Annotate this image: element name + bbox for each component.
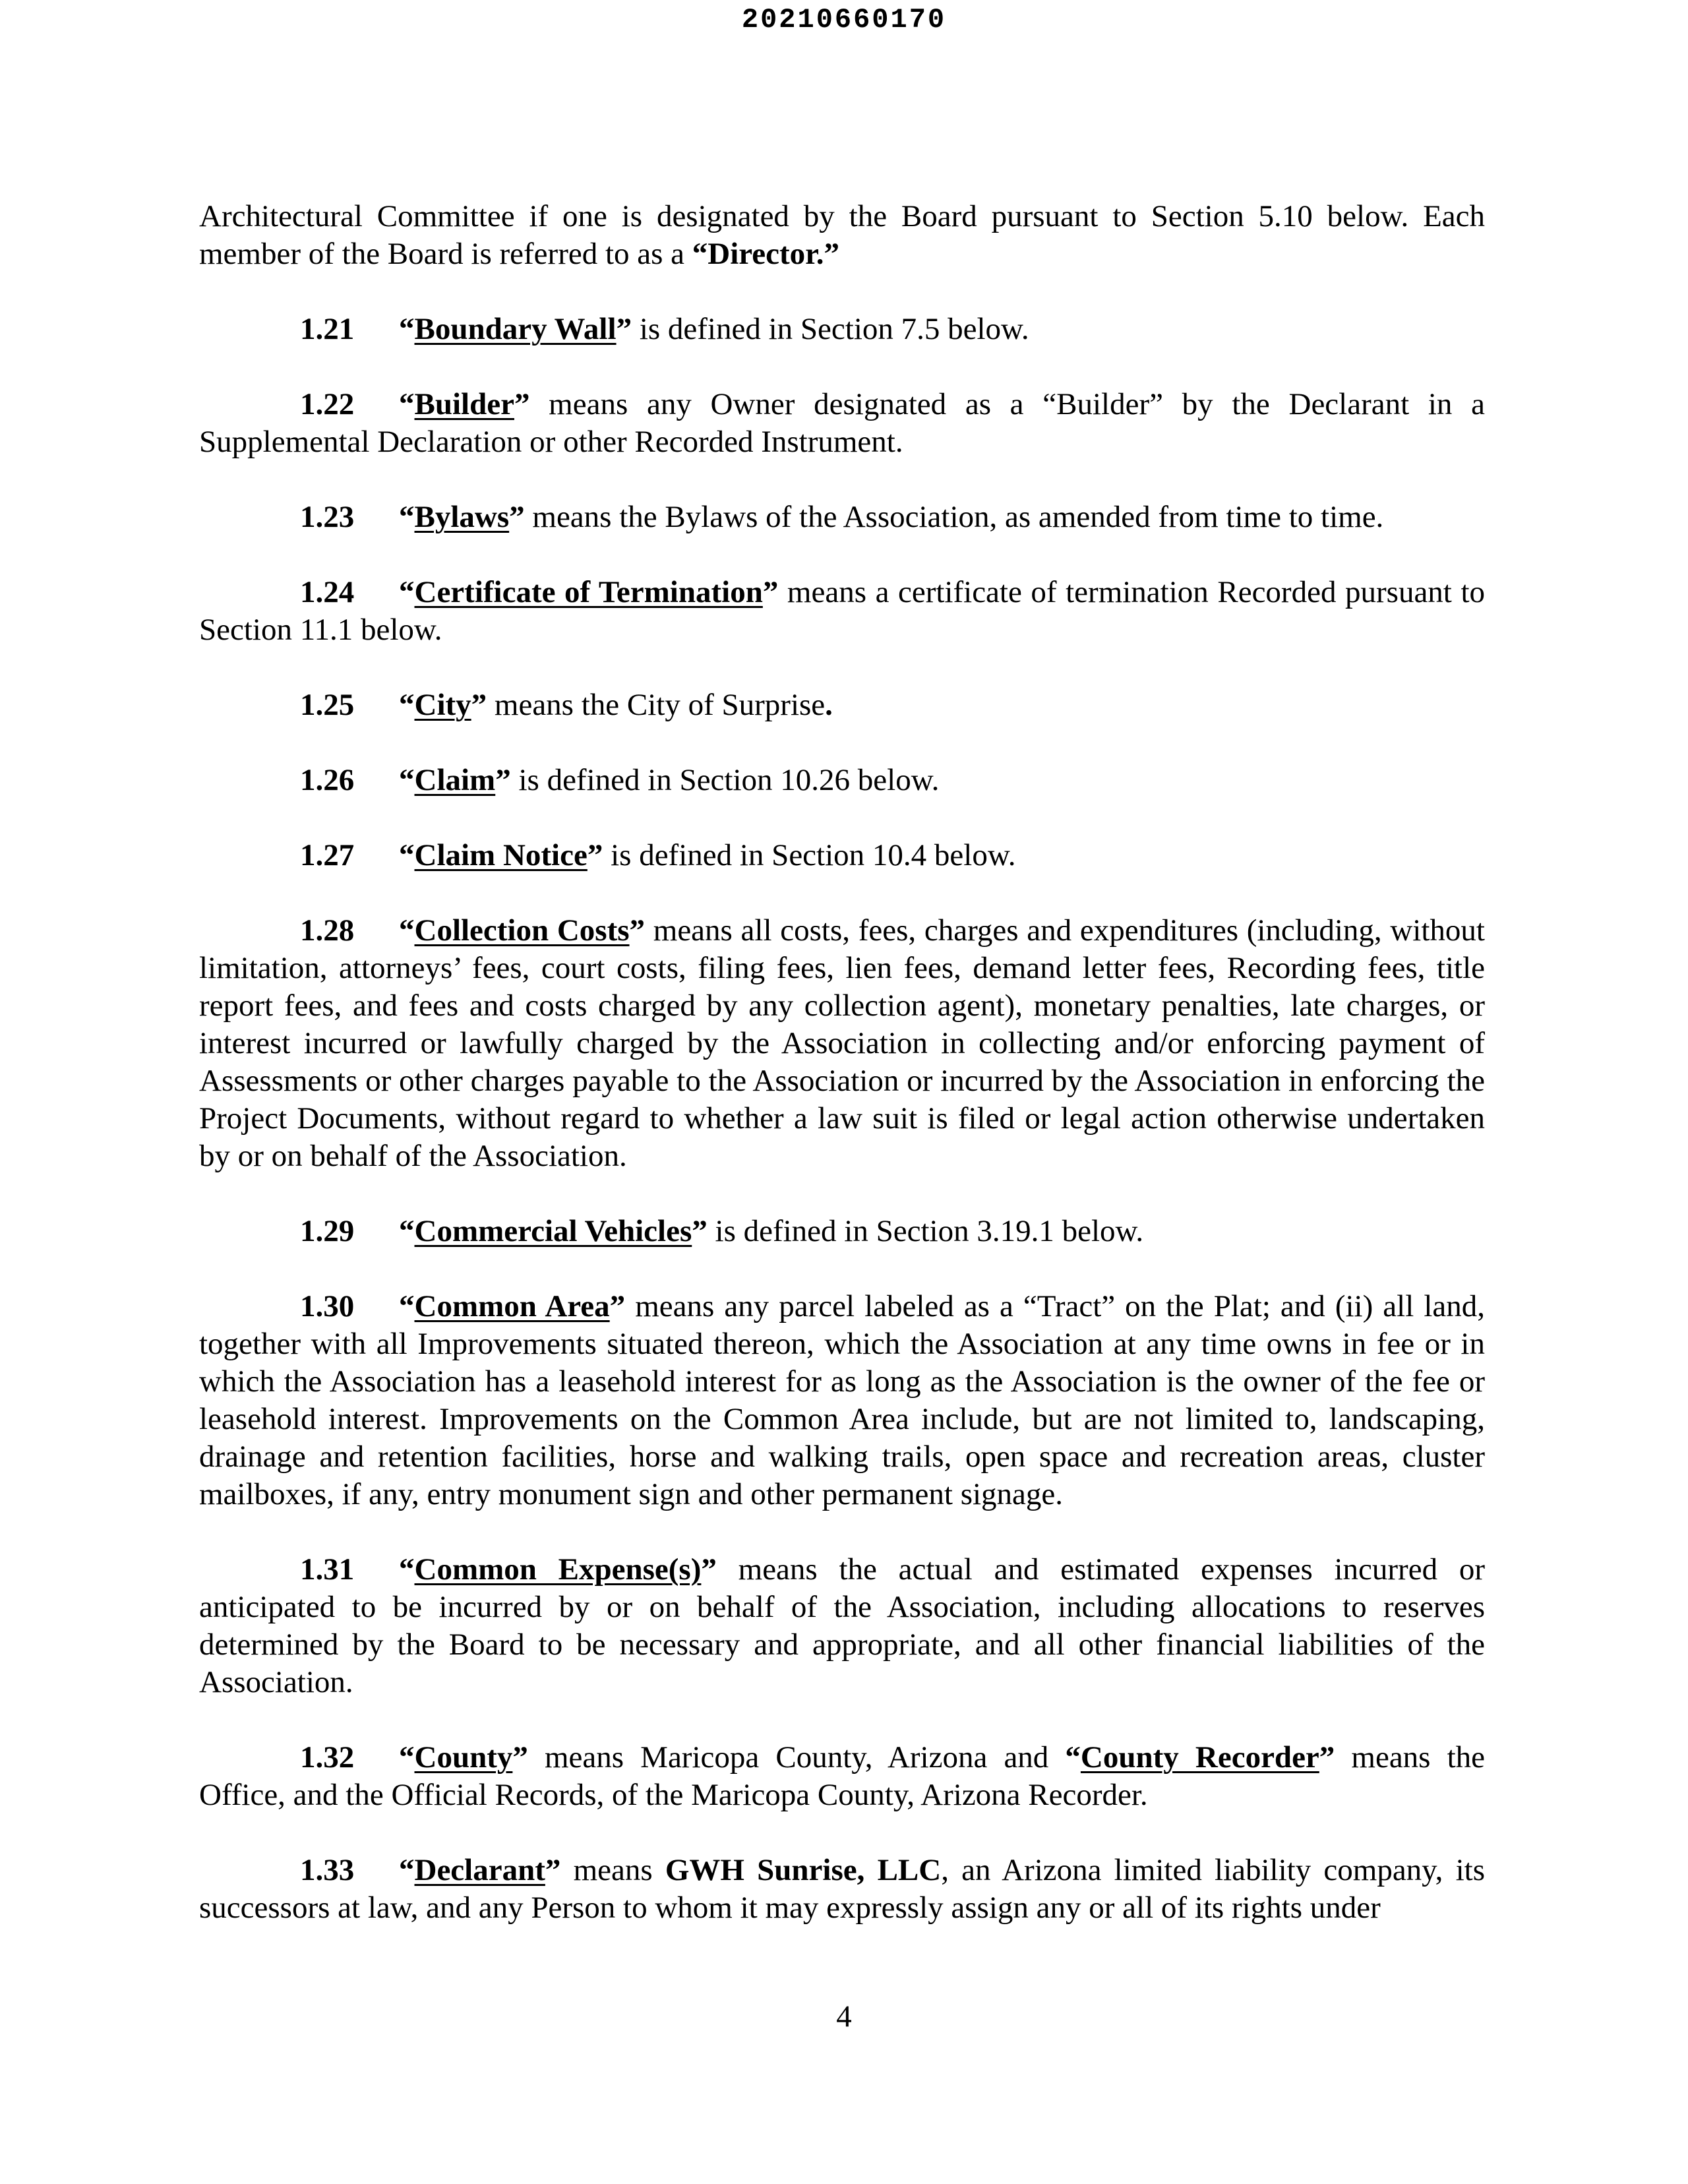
document-body bbox=[199, 198, 1485, 1927]
section-number: 1.24 bbox=[300, 575, 355, 609]
definition-1-27 bbox=[199, 837, 1485, 874]
section-number: 1.28 bbox=[300, 913, 355, 948]
definition-1-33 bbox=[199, 1852, 1485, 1927]
definition-text: means the actual and estimated expenses incurred or anticipated to be incurred by or on behalf of the Association, including allocations to reserves determined by the Board to be necessary and appropriate, and all other financial liabilities of the Association. bbox=[199, 1552, 1485, 1699]
section-number: 1.23 bbox=[300, 500, 355, 534]
section-number: 1.25 bbox=[300, 688, 355, 722]
defined-term: “Declarant” bbox=[399, 1853, 561, 1887]
definition-text: means any Owner designated as a “Builder” by the Declarant in a Supplemental Declaration or other Recorded Instrument. bbox=[199, 387, 1485, 459]
definition-1-22 bbox=[199, 386, 1485, 461]
definition-1-28 bbox=[199, 912, 1485, 1175]
definition-1-31 bbox=[199, 1551, 1485, 1701]
definition-1-26 bbox=[199, 762, 1485, 799]
definition-text: means Maricopa County, Arizona and bbox=[528, 1740, 1066, 1774]
definition-1-30 bbox=[199, 1288, 1485, 1513]
definition-1-23 bbox=[199, 499, 1485, 536]
defined-term: “Certificate of Termination” bbox=[399, 575, 779, 609]
section-number: 1.27 bbox=[300, 838, 355, 872]
definition-1-29 bbox=[199, 1213, 1485, 1250]
defined-term: “Commercial Vehicles” bbox=[399, 1214, 708, 1248]
defined-term: “Common Area” bbox=[399, 1289, 626, 1323]
declarant-name: GWH Sunrise, LLC bbox=[665, 1853, 942, 1887]
defined-term-secondary: “County Recorder” bbox=[1065, 1740, 1335, 1774]
definition-1-25 bbox=[199, 686, 1485, 724]
section-number: 1.31 bbox=[300, 1552, 355, 1587]
section-number: 1.33 bbox=[300, 1853, 355, 1887]
section-number: 1.32 bbox=[300, 1740, 355, 1774]
section-number: 1.22 bbox=[300, 387, 355, 421]
definition-text-2: means the Office, and the Official Records, of the Maricopa County, Arizona Recorder. bbox=[199, 1740, 1485, 1812]
definition-1-24 bbox=[199, 574, 1485, 649]
definition-tail: . bbox=[825, 688, 833, 722]
section-number: 1.29 bbox=[300, 1214, 355, 1248]
definition-1-32 bbox=[199, 1739, 1485, 1814]
page-number: 4 bbox=[836, 1999, 852, 2034]
defined-term: “Collection Costs” bbox=[399, 913, 646, 948]
definition-text: is defined in Section 7.5 below. bbox=[632, 312, 1029, 346]
definition-1-21 bbox=[199, 311, 1485, 348]
section-number: 1.26 bbox=[300, 763, 355, 797]
defined-term: “City” bbox=[399, 688, 487, 722]
document-recording-number: 20210660170 bbox=[741, 4, 947, 36]
definition-text: means the City of Surprise bbox=[487, 688, 826, 722]
defined-term: “Builder” bbox=[399, 387, 530, 421]
defined-term: “Boundary Wall” bbox=[399, 312, 632, 346]
defined-term: “County” bbox=[399, 1740, 528, 1774]
defined-term: “Common Expense(s)” bbox=[399, 1552, 717, 1587]
definitions-list bbox=[199, 311, 1485, 1701]
definition-text: means any parcel labeled as a “Tract” on the Plat; and (ii) all land, together with all Improvements situated thereon, which the Association at any time owns in fee or in which the Association has a leasehold interest for as long as the Association is the owner of the fee or leasehold interest. Improvements on the Common Area include, but are not limited to, landscaping, drainage and retention facilities, horse and walking trails, open space and recreation areas, cluster mailboxes, if any, entry monument sign and other permanent signage. bbox=[199, 1289, 1485, 1511]
definition-text: is defined in Section 3.19.1 below. bbox=[707, 1214, 1144, 1248]
definition-text: means bbox=[560, 1853, 665, 1887]
section-number: 1.30 bbox=[300, 1289, 355, 1323]
section-number: 1.21 bbox=[300, 312, 355, 346]
definition-text: means all costs, fees, charges and expenditures (including, without limitation, attorneys’ fees, court costs, filing fees, lien fees, demand letter fees, Recording fees, title report fees, and fees and costs charged by any collection agent), monetary penalties, late charges, or interest incurred or lawfully charged by the Association in collecting and/or enforcing payment of Assessments or other charges payable to the Association or incurred by the Association in enforcing the Project Documents, without regard to whether a law suit is filed or legal action otherwise undertaken by or on behalf of the Association. bbox=[199, 913, 1485, 1173]
defined-term: “Bylaws” bbox=[399, 500, 525, 534]
definition-text: means a certificate of termination Recorded pursuant to Section 11.1 below. bbox=[199, 575, 1485, 647]
director-term: “Director.” bbox=[692, 237, 839, 271]
definition-text: is defined in Section 10.26 below. bbox=[510, 763, 940, 797]
continuation-paragraph bbox=[199, 198, 1485, 273]
defined-term: “Claim Notice” bbox=[399, 838, 603, 872]
continuation-text: Architectural Committee if one is designated by the Board pursuant to Section 5.10 below. Each member of the Board is referred to as a bbox=[199, 199, 1485, 271]
definition-text: is defined in Section 10.4 below. bbox=[603, 838, 1016, 872]
defined-term: “Claim” bbox=[399, 763, 511, 797]
definition-text: means the Bylaws of the Association, as amended from time to time. bbox=[524, 500, 1384, 534]
definition-text-2: , an Arizona limited liability company, its successors at law, and any Person to whom it may expressly assign any or all of its rights under bbox=[199, 1853, 1485, 1925]
